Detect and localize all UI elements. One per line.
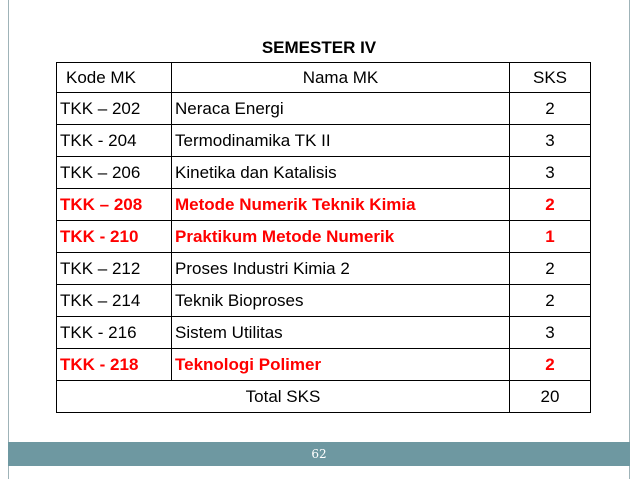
table-row-highlighted xyxy=(57,221,591,253)
course-sks: 2 xyxy=(510,285,591,317)
course-sks: 3 xyxy=(510,157,591,189)
course-sks: 2 xyxy=(510,253,591,285)
header-kode-mk: Kode MK xyxy=(57,63,172,93)
total-sks-value: 20 xyxy=(510,381,591,413)
course-code: TKK - 218 xyxy=(57,349,172,381)
course-code: TKK – 208 xyxy=(57,189,172,221)
course-name: Teknologi Polimer xyxy=(172,349,510,381)
table-row xyxy=(57,285,591,317)
page-number: 62 xyxy=(311,447,327,461)
course-code: TKK – 214 xyxy=(57,285,172,317)
header-sks: SKS xyxy=(510,63,591,93)
course-code: TKK – 202 xyxy=(57,93,172,125)
course-sks: 3 xyxy=(510,317,591,349)
header-nama-mk: Nama MK xyxy=(172,63,510,93)
course-code: TKK - 210 xyxy=(57,221,172,253)
course-sks: 2 xyxy=(510,93,591,125)
course-name: Neraca Energi xyxy=(172,93,510,125)
table-row-highlighted xyxy=(57,189,591,221)
total-sks-label: Total SKS xyxy=(57,381,510,413)
course-table xyxy=(56,62,591,413)
course-code: TKK – 212 xyxy=(57,253,172,285)
table-row-highlighted xyxy=(57,349,591,381)
course-code: TKK – 206 xyxy=(57,157,172,189)
course-name: Sistem Utilitas xyxy=(172,317,510,349)
course-code: TKK - 204 xyxy=(57,125,172,157)
course-sks: 3 xyxy=(510,125,591,157)
course-name: Termodinamika TK II xyxy=(172,125,510,157)
table-row xyxy=(57,253,591,285)
course-name: Teknik Bioproses xyxy=(172,285,510,317)
total-row xyxy=(57,381,591,413)
table-row xyxy=(57,125,591,157)
course-code: TKK - 216 xyxy=(57,317,172,349)
table-row xyxy=(57,157,591,189)
course-sks: 2 xyxy=(510,189,591,221)
course-name: Proses Industri Kimia 2 xyxy=(172,253,510,285)
course-sks: 1 xyxy=(510,221,591,253)
table-row xyxy=(57,317,591,349)
table-header-row xyxy=(57,63,591,93)
course-name: Metode Numerik Teknik Kimia xyxy=(172,189,510,221)
course-name: Praktikum Metode Numerik xyxy=(172,221,510,253)
semester-title: SEMESTER IV xyxy=(261,38,377,57)
course-sks: 2 xyxy=(510,349,591,381)
course-name: Kinetika dan Katalisis xyxy=(172,157,510,189)
table-row xyxy=(57,93,591,125)
